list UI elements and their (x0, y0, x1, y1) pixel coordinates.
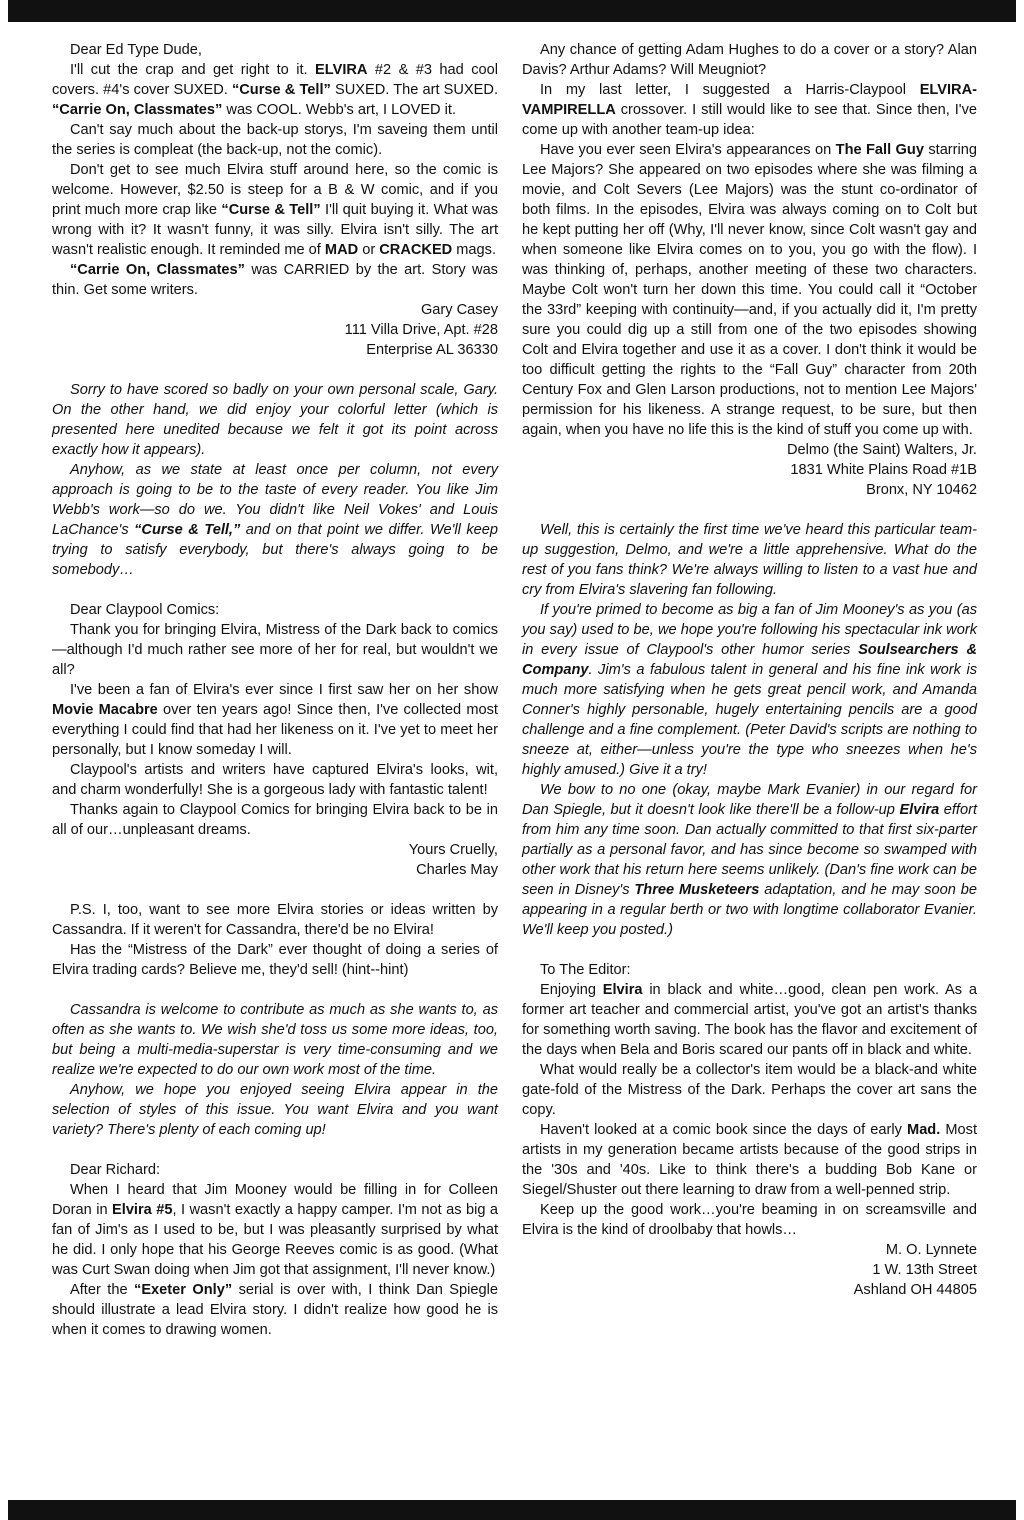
left-column (52, 40, 498, 1340)
reply-charles-may (52, 1000, 498, 1140)
letter-body-paragraph: Can't say much about the back-up storys, I'm saveing them until the series is compleat (the back-up, not the comic). (52, 122, 498, 158)
letter-body-paragraph: In my last letter, I suggested a Harris-Claypool ELVIRA-VAMPIRELLA crossover. I still would like to see that. Since then, I've come up with another team-up idea: (522, 82, 977, 138)
letter-sig-paragraph: 1 W. 13th Street (872, 1262, 977, 1278)
letter-body-paragraph: Keep up the good work…you're beaming in on screamsville and Elvira is the kind of droolbaby that howls… (522, 1202, 977, 1238)
reply-gary-casey (52, 380, 498, 580)
letter-body-paragraph: Thank you for bringing Elvira, Mistress of the Dark back to comics—although I'd much rather see more of her for real, but wouldn't we all? (52, 622, 498, 678)
letter-body-paragraph: P.S. I, too, want to see more Elvira stories or ideas written by Cassandra. If it weren't for Cassandra, there'd be no Elvira! (52, 902, 498, 938)
reply-body-paragraph: Well, this is certainly the first time we've heard this particular team-up suggestion, Delmo, and we're a little apprehensive. What do the rest of you fans think? We're always willing to listen to a vast hue and cry from Elvira's slavering fan following. (522, 522, 977, 598)
letter-sig-paragraph: M. O. Lynnete (885, 1242, 977, 1258)
letter-body-paragraph: Has the “Mistress of the Dark” ever thought of doing a series of Elvira trading cards? Believe me, they'd sell! (hint--hint) (52, 942, 498, 978)
letter-sig-paragraph: Yours Cruelly, (408, 842, 498, 858)
letter-body-paragraph: When I heard that Jim Mooney would be filling in for Colleen Doran in Elvira #5, I wasn't exactly a happy camper. I'm not as big a fan of Jim's as I used to be, but I was pleasantly surprised by what he did. I only hope that his George Reeves comic is as good. (What was Curt Swan doing when Jim got that assignment, I'll never know.) (52, 1182, 499, 1278)
reply-body-paragraph: We bow to no one (okay, maybe Mark Evanier) in our regard for Dan Spiegle, but it doesn't look like there'll be a follow-up Elvira effort from him any time soon. Dan actually committed to that first six-parter partially as a personal favor, and has since become so swamped with other work that his return here seems unlikely. (Dan's fine work can be seen in Disney's Three Musketeers adaptation, and he may soon be appearing in a regular berth or two with longtime collaborator Evanier. We'll keep you posted.) (522, 782, 978, 938)
letter-sig-paragraph: Enterprise AL 36330 (366, 342, 498, 358)
letter-sig-paragraph: Charles May (416, 862, 498, 878)
letter-body-paragraph: Enjoying Elvira in black and white…good, clean pen work. As a former art teacher and commercial artist, you've got an artist's thanks for something worth saving. The book has the flavor and excitement of the days when Bela and Boris scared our pants off in black and white. (522, 982, 977, 1058)
letter-m-o-lynnete (522, 960, 977, 1300)
letter-salutation-paragraph: Dear Claypool Comics: (70, 602, 220, 618)
letter-sig-paragraph: 1831 White Plains Road #1B (790, 462, 977, 478)
reply-body-paragraph: Anyhow, we hope you enjoyed seeing Elvira appear in the selection of styles of this issue. You want Elvira and you want variety? There's plenty of each coming up! (52, 1082, 498, 1138)
reply-body-paragraph: If you're primed to become as big a fan of Jim Mooney's as you (as you say) used to be, we hope you're following his spectacular ink work in every issue of Claypool's other humor series Soulsearchers & Company. Jim's a fabulous talent in general and his fine ink work is much more satisfying when he gets great pencil work, and Amanda Conner's highly personable, hugely entertaining pencils are a good challenge and a fine complement. (Peter David's scripts are nothing to sneeze at, either—unless you're the type who sneezes when he's highly amused.) Give it a try! (522, 602, 978, 778)
reply-body-paragraph: Cassandra is welcome to contribute as much as she wants to, as often as she wants to. We wish she'd toss us some more ideas, too, but being a multi-media-superstar is very time-consuming and we realize we're expected to do our own work most of the time. (52, 1002, 498, 1078)
letter-gary-casey (52, 40, 498, 360)
letter-sig-paragraph: Bronx, NY 10462 (866, 482, 977, 498)
letter-sig-paragraph: Ashland OH 44805 (853, 1282, 977, 1298)
letter-body-paragraph: Claypool's artists and writers have captured Elvira's looks, wit, and charm wonderfully! She is a gorgeous lady with fantastic talent! (52, 762, 498, 798)
letter-body-paragraph: Thanks again to Claypool Comics for bringing Elvira back to be in all of our…unpleasant dreams. (52, 802, 498, 838)
letter-charles-may-ps (52, 900, 498, 980)
letter-body-paragraph: “Carrie On, Classmates” was CARRIED by the art. Story was thin. Get some writers. (52, 262, 498, 298)
letter-salutation-paragraph: Dear Richard: (70, 1162, 161, 1178)
letter-body-paragraph: I've been a fan of Elvira's ever since I first saw her on her show Movie Macabre over ten years ago! Since then, I've collected most everything I could find that had her likeness on it. I've yet to meet her personally, but I know someday I will. (52, 682, 498, 758)
reply-body-paragraph: Sorry to have scored so badly on your own personal scale, Gary. On the other hand, we did enjoy your colorful letter (which is presented here unedited because we felt it got its point across exactly how it appears). (52, 382, 498, 458)
letter-body-paragraph: Any chance of getting Adam Hughes to do a cover or a story? Alan Davis? Arthur Adams? Will Meugniot? (522, 42, 977, 78)
letter-sig-paragraph: 111 Villa Drive, Apt. #28 (344, 322, 498, 338)
top-border-bar (8, 0, 1016, 22)
letter-body-paragraph: I'll cut the crap and get right to it. ELVIRA #2 & #3 had cool covers. #4's cover SUXED. “Curse & Tell” SUXED. The art SUXED. “Carrie On, Classmates” was COOL. Webb's art, I LOVED it. (52, 62, 498, 118)
reply-delmo (522, 520, 977, 940)
bottom-border-bar (8, 1500, 1016, 1520)
letter-body-paragraph: Have you ever seen Elvira's appearances on The Fall Guy starring Lee Majors? She appeared on two episodes where she was filming a movie, and Colt Severs (Lee Majors) was the stunt co-ordinator of both films. In the episodes, Elvira was always coming on to Colt but he kept putting her off (Why, I'll never know, since Colt wasn't gay and when someone like Elvira comes on to you, you go with the flow). I was thinking of, perhaps, another meeting of these two characters. Maybe Colt won't turn her down this time. You could call it “October the 33rd” keeping with continuity—and, if you actually did it, I'm pretty sure you could dig up a still from one of the two episodes showing Colt and Elvira together and use it as a cover. I don't think it would be too difficult getting the rights to the “Fall Guy” character from 20th Century Fox and Glen Larson productions, not to mention Lee Majors' permission for his likeness. A strange request, to be sure, but then again, when you have no life this is the kind of stuff you come up with. (522, 142, 978, 438)
letter-body-paragraph: Haven't looked at a comic book since the days of early Mad. Most artists in my generation became artists because of the good strips in the '30s and '40s. Like to think there's a budding Bob Kane or Siegel/Shuster out there learning to draw from a well-penned strip. (522, 1122, 977, 1198)
letter-delmo-part1 (52, 1160, 498, 1340)
letter-charles-may (52, 600, 498, 880)
letter-salutation-paragraph: Dear Ed Type Dude, (70, 42, 202, 58)
letter-body-paragraph: Don't get to see much Elvira stuff around here, so the comic is welcome. However, $2.50 is steep for a B & W comic, and if you print much more crap like “Curse & Tell” I'll quit buying it. What was wrong with it? It wasn't funny, it was silly. Elvira isn't silly. The art wasn't realistic enough. It reminded me of MAD or CRACKED mags. (52, 162, 498, 258)
letter-sig-paragraph: Delmo (the Saint) Walters, Jr. (786, 442, 977, 458)
letter-salutation-paragraph: To The Editor: (540, 962, 631, 978)
letter-body-paragraph: What would really be a collector's item would be a black-and white gate-fold of the Mistress of the Dark. Perhaps the cover art sans the copy. (522, 1062, 977, 1118)
letter-body-paragraph: After the “Exeter Only” serial is over with, I think Dan Spiegle should illustrate a lead Elvira story. I didn't realize how good he is when it comes to drawing women. (52, 1282, 498, 1338)
right-column (522, 40, 977, 1300)
letter-delmo-part2 (522, 40, 977, 500)
reply-body-paragraph: Anyhow, as we state at least once per column, not every approach is going to be to the taste of every reader. You like Jim Webb's work—so do we. You didn't like Neil Vokes' and Louis LaChance's “Curse & Tell,” and on that point we differ. We'll keep trying to satisfy everybody, but there's always going to be somebody… (52, 462, 499, 578)
letter-sig-paragraph: Gary Casey (420, 302, 498, 318)
